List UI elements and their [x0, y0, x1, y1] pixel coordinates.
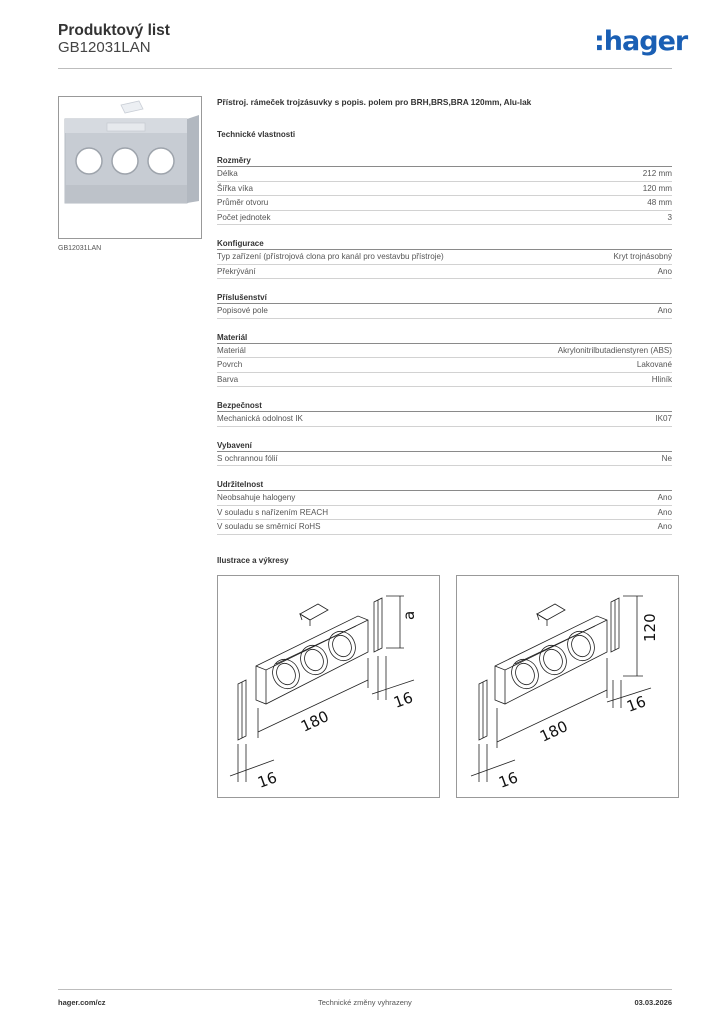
spec-row [217, 491, 672, 506]
illustrations-heading: Ilustrace a výkresy [217, 556, 289, 565]
footer-website-link[interactable]: hager.com/cz [58, 998, 106, 1007]
drawing-right-height-label: 120 [641, 613, 659, 642]
technical-drawing-left [217, 575, 440, 798]
spec-value: Lakované [636, 360, 672, 369]
tech-properties-heading: Technické vlastnosti [217, 130, 296, 139]
product-photo [58, 96, 202, 239]
spec-value: Ano [657, 493, 672, 502]
section-title: Konfigurace [217, 239, 672, 250]
spec-section [217, 333, 672, 388]
spec-label: V souladu s nařízením REACH [217, 507, 329, 517]
spec-sections [217, 156, 672, 535]
footer-disclaimer: Technické změny vyhrazeny [318, 998, 412, 1007]
drawing-right-svg [457, 576, 679, 798]
drawing-left-length-label: 180 [298, 707, 332, 736]
spec-row [217, 506, 672, 521]
section-title: Materiál [217, 333, 672, 344]
spec-row [217, 211, 672, 226]
spec-value: 212 mm [642, 169, 672, 178]
spec-row [217, 358, 672, 373]
spec-value: Ne [661, 453, 672, 463]
spec-row [217, 452, 672, 467]
spec-label: Typ zařízení (přístrojová clona pro kanál pro vestavbu přístroje) [217, 252, 444, 261]
spec-section [217, 293, 672, 319]
drawing-left-depth-label: 16 [391, 688, 416, 712]
spec-label: Šířka víka [217, 183, 253, 193]
spec-label: Povrch [217, 360, 243, 369]
spec-value: IK07 [655, 414, 672, 423]
spec-section [217, 401, 672, 427]
spec-label: V souladu se směrnicí RoHS [217, 522, 321, 531]
spec-row [217, 182, 672, 197]
spec-row [217, 196, 672, 211]
spec-value: Kryt trojnásobný [613, 252, 672, 261]
spec-label: Popisové pole [217, 306, 268, 315]
spec-value: 3 [667, 212, 672, 222]
footer-date: 03.03.2026 [634, 998, 672, 1007]
spec-label: Počet jednotek [217, 212, 271, 222]
spec-value: Ano [657, 266, 672, 276]
spec-value: Ano [657, 522, 672, 531]
spec-label: Překrývání [217, 266, 256, 276]
spec-row [217, 344, 672, 359]
drawing-left-side-label: 16 [255, 768, 280, 792]
spec-label: Délka [217, 169, 238, 178]
product-code: GB12031LAN [58, 39, 151, 56]
hager-logo: :hager [594, 26, 688, 57]
page-title: Produktový list [58, 22, 170, 39]
product-name: Přístroj. rámeček trojzásuvky s popis. polem pro BRH,BRS,BRA 120mm, Alu-lak [217, 97, 532, 107]
spec-row [217, 373, 672, 388]
spec-value: Ano [657, 306, 672, 315]
spec-value: 120 mm [642, 183, 672, 193]
footer-divider [58, 989, 672, 990]
section-title: Příslušenství [217, 293, 672, 304]
spec-row [217, 304, 672, 319]
spec-label: S ochrannou fólií [217, 453, 278, 463]
spec-section [217, 480, 672, 535]
spec-label: Průměr otvoru [217, 198, 269, 207]
spec-row [217, 265, 672, 280]
spec-section [217, 156, 672, 225]
spec-value: 48 mm [647, 198, 672, 207]
spec-row [217, 167, 672, 182]
spec-value: Hliník [651, 374, 672, 384]
spec-label: Barva [217, 374, 239, 384]
spec-section [217, 239, 672, 279]
drawing-right-depth-label: 16 [624, 692, 649, 716]
spec-row [217, 250, 672, 265]
spec-label: Neobsahuje halogeny [217, 493, 296, 502]
section-title: Udržitelnost [217, 480, 672, 491]
spec-row [217, 520, 672, 535]
section-title: Rozměry [217, 156, 672, 167]
photo-caption: GB12031LAN [58, 245, 102, 252]
drawing-right-side-label: 16 [496, 768, 521, 792]
technical-drawing-right [456, 575, 679, 798]
section-title: Vybavení [217, 441, 672, 452]
spec-row [217, 412, 672, 427]
drawing-left-height-label: a [400, 610, 418, 620]
section-title: Bezpečnost [217, 401, 672, 412]
spec-section [217, 441, 672, 467]
spec-value: Ano [657, 507, 672, 517]
spec-content [217, 97, 672, 535]
header-divider [58, 68, 672, 69]
drawing-right-length-label: 180 [537, 717, 571, 746]
spec-label: Mechanická odolnost IK [217, 414, 303, 423]
spec-label: Materiál [217, 345, 246, 355]
product-photo-image [59, 97, 202, 239]
drawing-left-svg [218, 576, 440, 798]
spec-value: Akrylonitrilbutadienstyren (ABS) [557, 345, 672, 355]
